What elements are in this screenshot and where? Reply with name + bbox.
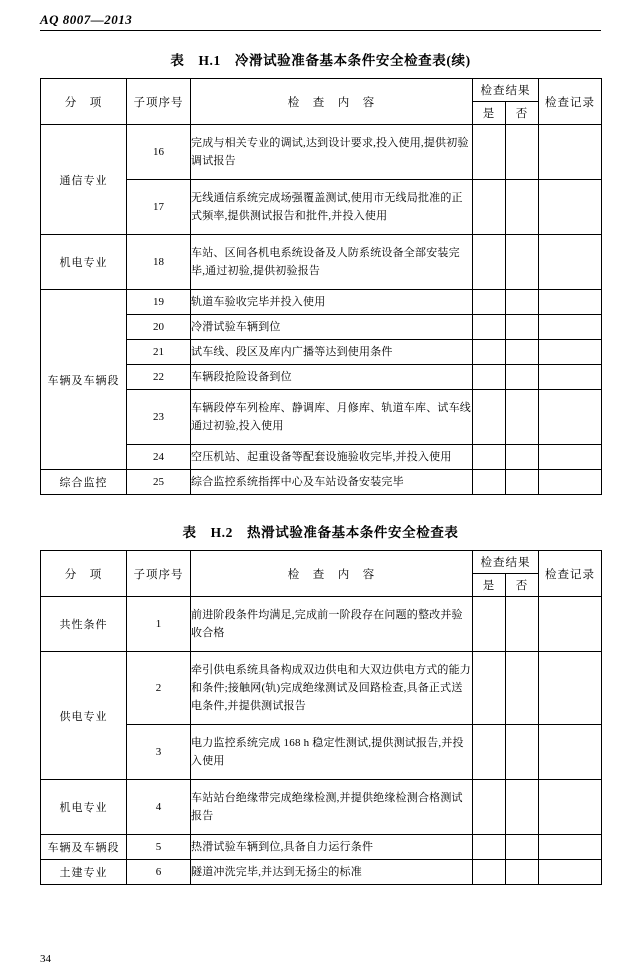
table-h1-header-row — [41, 79, 602, 102]
row-serial: 20 — [127, 315, 191, 340]
row-serial: 21 — [127, 340, 191, 365]
row-result-yes[interactable] — [473, 235, 506, 290]
row-result-yes[interactable] — [473, 470, 506, 495]
table-row — [41, 652, 602, 725]
row-content: 试车线、段区及库内广播等达到使用条件 — [191, 340, 473, 365]
page-header: AQ 8007—2013 — [40, 12, 133, 27]
row-serial: 3 — [127, 725, 191, 780]
col-header-content: 检 查 内 容 — [191, 551, 473, 597]
row-content: 牵引供电系统具备构成双边供电和大双边供电方式的能力和条件;接触网(轨)完成绝缘测试及回路检查,具备正式送电条件,并提供测试报告 — [191, 652, 473, 725]
row-content: 冷滑试验车辆到位 — [191, 315, 473, 340]
row-content: 综合监控系统指挥中心及车站设备安装完毕 — [191, 470, 473, 495]
row-record[interactable] — [539, 315, 602, 340]
table-row — [41, 290, 602, 315]
row-record[interactable] — [539, 390, 602, 445]
col-header-record: 检查记录 — [539, 79, 602, 125]
row-result-yes[interactable] — [473, 652, 506, 725]
table-h2-title-text: 热滑试验准备基本条件安全检查表 — [247, 525, 459, 540]
row-record[interactable] — [539, 365, 602, 390]
table-h2 — [40, 550, 602, 885]
group-label: 土建专业 — [41, 860, 127, 885]
row-record[interactable] — [539, 340, 602, 365]
row-result-yes[interactable] — [473, 445, 506, 470]
table-h2-header-row — [41, 551, 602, 574]
row-result-no[interactable] — [506, 470, 539, 495]
row-content: 车辆段停车列检库、静调库、月修库、轨道车库、试车线通过初验,投入使用 — [191, 390, 473, 445]
row-record[interactable] — [539, 235, 602, 290]
group-label: 综合监控 — [41, 470, 127, 495]
group-label: 机电专业 — [41, 235, 127, 290]
row-result-yes[interactable] — [473, 290, 506, 315]
row-result-no[interactable] — [506, 390, 539, 445]
col-header-sub-item: 分 项 — [41, 551, 127, 597]
row-serial: 1 — [127, 597, 191, 652]
row-result-yes[interactable] — [473, 125, 506, 180]
row-serial: 24 — [127, 445, 191, 470]
row-result-yes[interactable] — [473, 860, 506, 885]
row-record[interactable] — [539, 835, 602, 860]
table-row — [41, 860, 602, 885]
row-content: 完成与相关专业的调试,达到设计要求,投入使用,提供初验调试报告 — [191, 125, 473, 180]
table-h1-title — [40, 49, 601, 69]
row-result-yes[interactable] — [473, 780, 506, 835]
row-record[interactable] — [539, 470, 602, 495]
table-h2-title-prefix: 表 — [182, 525, 197, 540]
col-header-no: 否 — [506, 574, 539, 597]
row-serial: 17 — [127, 180, 191, 235]
row-result-no[interactable] — [506, 597, 539, 652]
row-content: 车站、区间各机电系统设备及人防系统设备全部安装完毕,通过初验,提供初验报告 — [191, 235, 473, 290]
row-record[interactable] — [539, 125, 602, 180]
table-h1-title-number: H.1 — [198, 53, 221, 68]
table-h1 — [40, 78, 602, 495]
table-row — [41, 835, 602, 860]
row-content: 轨道车验收完毕并投入使用 — [191, 290, 473, 315]
row-result-yes[interactable] — [473, 390, 506, 445]
row-serial: 19 — [127, 290, 191, 315]
group-label: 机电专业 — [41, 780, 127, 835]
row-result-no[interactable] — [506, 315, 539, 340]
row-result-no[interactable] — [506, 445, 539, 470]
group-label: 通信专业 — [41, 125, 127, 235]
row-record[interactable] — [539, 652, 602, 725]
table-row — [41, 125, 602, 180]
row-result-yes[interactable] — [473, 365, 506, 390]
table-row — [41, 780, 602, 835]
row-result-no[interactable] — [506, 340, 539, 365]
row-record[interactable] — [539, 860, 602, 885]
group-label: 供电专业 — [41, 652, 127, 780]
group-label: 共性条件 — [41, 597, 127, 652]
table-row — [41, 597, 602, 652]
row-result-yes[interactable] — [473, 725, 506, 780]
row-serial: 22 — [127, 365, 191, 390]
row-result-no[interactable] — [506, 652, 539, 725]
row-record[interactable] — [539, 445, 602, 470]
row-serial: 25 — [127, 470, 191, 495]
row-result-no[interactable] — [506, 725, 539, 780]
col-header-content: 检 查 内 容 — [191, 79, 473, 125]
row-result-yes[interactable] — [473, 315, 506, 340]
row-result-no[interactable] — [506, 125, 539, 180]
header-divider — [40, 30, 601, 31]
group-label: 车辆及车辆段 — [41, 835, 127, 860]
col-header-serial: 子项序号 — [127, 551, 191, 597]
row-result-yes[interactable] — [473, 597, 506, 652]
row-record[interactable] — [539, 780, 602, 835]
row-serial: 18 — [127, 235, 191, 290]
group-label: 车辆及车辆段 — [41, 290, 127, 470]
row-result-yes[interactable] — [473, 340, 506, 365]
row-content: 车辆段抢险设备到位 — [191, 365, 473, 390]
row-result-no[interactable] — [506, 365, 539, 390]
row-content: 车站站台绝缘带完成绝缘检测,并提供绝缘检测合格测试报告 — [191, 780, 473, 835]
row-content: 无线通信系统完成场强覆盖测试,使用市无线局批准的正式频率,提供测试报告和批件,并投入使用 — [191, 180, 473, 235]
col-header-no: 否 — [506, 102, 539, 125]
row-record[interactable] — [539, 725, 602, 780]
row-result-no[interactable] — [506, 180, 539, 235]
table-row — [41, 235, 602, 290]
table-row — [41, 470, 602, 495]
row-result-no[interactable] — [506, 835, 539, 860]
page-number: 34 — [40, 953, 51, 965]
row-record[interactable] — [539, 180, 602, 235]
col-header-result-group: 检查结果 — [473, 551, 539, 574]
col-header-sub-item: 分 项 — [41, 79, 127, 125]
table-h2-title — [40, 521, 601, 541]
row-serial: 16 — [127, 125, 191, 180]
table-gap — [40, 495, 601, 521]
row-content: 前进阶段条件均满足,完成前一阶段存在问题的整改并验收合格 — [191, 597, 473, 652]
row-record[interactable] — [539, 597, 602, 652]
col-header-record: 检查记录 — [539, 551, 602, 597]
row-serial: 6 — [127, 860, 191, 885]
table-h2-title-number: H.2 — [210, 525, 234, 540]
row-result-no[interactable] — [506, 780, 539, 835]
table-h1-title-text: 冷滑试验准备基本条件安全检查表(续) — [234, 53, 471, 68]
table-h1-title-prefix: 表 — [170, 53, 185, 68]
row-content: 热滑试验车辆到位,具备自力运行条件 — [191, 835, 473, 860]
row-content: 空压机站、起重设备等配套设施验收完毕,并投入使用 — [191, 445, 473, 470]
row-result-yes[interactable] — [473, 180, 506, 235]
row-content: 隧道冲洗完毕,并达到无扬尘的标准 — [191, 860, 473, 885]
row-serial: 23 — [127, 390, 191, 445]
col-header-yes: 是 — [473, 574, 506, 597]
col-header-yes: 是 — [473, 102, 506, 125]
row-serial: 4 — [127, 780, 191, 835]
row-result-no[interactable] — [506, 290, 539, 315]
row-serial: 2 — [127, 652, 191, 725]
row-serial: 5 — [127, 835, 191, 860]
row-result-no[interactable] — [506, 235, 539, 290]
row-content: 电力监控系统完成 168 h 稳定性测试,提供测试报告,并投入使用 — [191, 725, 473, 780]
row-record[interactable] — [539, 290, 602, 315]
row-result-yes[interactable] — [473, 835, 506, 860]
col-header-serial: 子项序号 — [127, 79, 191, 125]
row-result-no[interactable] — [506, 860, 539, 885]
col-header-result-group: 检查结果 — [473, 79, 539, 102]
